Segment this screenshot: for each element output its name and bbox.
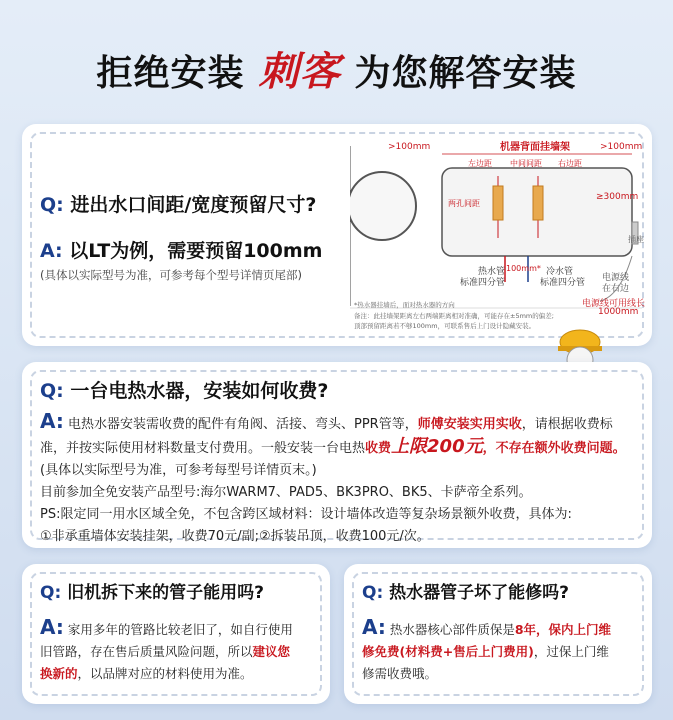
question-text: 热水器管子坏了能修吗? [389, 583, 570, 603]
diagram-side-clearance: ≥300mm [596, 192, 639, 202]
diagram-socket: 插座 [628, 235, 644, 244]
answer-text: 电热水器安装需收费的配件有角阀、活接、弯头、PPR管等， [68, 417, 418, 432]
diagram-left-margin: 左边距 [468, 159, 492, 168]
headline-highlight: 刺客 [258, 48, 341, 95]
answer-text: 热水器核心部件质保是 [389, 622, 515, 637]
diagram-power-line: 电源线 [602, 273, 630, 283]
answer-highlight: 收费 [365, 441, 392, 456]
diagram-footnote-1: *热水器挂墙后，面对热水器的方向 [354, 301, 455, 309]
answer-line-3: 修需收费哦。 [362, 666, 438, 681]
question-repair [362, 578, 569, 603]
diagram-power-length-value: 1000mm [598, 307, 639, 317]
answer-line-3: (具体以实际型号为准，可参考每型号详情页末。) [40, 463, 317, 478]
faq-card-dimensions [22, 124, 652, 346]
question-mark: Q: [40, 194, 64, 216]
question-mark: Q: [40, 583, 62, 603]
diagram-power-side: 在右边 [602, 284, 630, 294]
answer-mark: A: [362, 615, 386, 639]
diagram-left-gap: >100mm [388, 142, 431, 152]
installation-diagram [350, 136, 646, 336]
question-old-pipes [40, 578, 264, 603]
answer-line-2 [40, 641, 322, 663]
answer-mark: A: [40, 615, 64, 639]
answer-line-2 [40, 436, 646, 460]
answer-line-1 [40, 616, 322, 641]
answer-note: (具体以实际型号为准，可参考每个型号详情页尾部) [40, 268, 302, 282]
diagram-hot-pipe: 热水管 [478, 267, 506, 277]
answer-line-3 [40, 663, 322, 685]
answer-line-5: PS:限定同一用水区域全免，不包含跨区域材料：设计墙体改造等复杂场景额外收费，具体为: [40, 507, 572, 522]
diagram-hole-distance: 两孔间距 [448, 199, 480, 208]
answer-text: 以LT为例，需要预留100mm [69, 240, 323, 262]
diagram-bottom-distance: 100mm* [506, 264, 541, 273]
diagram-power-length: 电源线可用线长 [582, 299, 646, 309]
answer-text: 准，并按实际使用材料数量支付费用。一般安装一台电热 [40, 441, 366, 456]
answer-highlight: 8年，保内上门维 [514, 622, 612, 637]
question-text: 旧机拆下来的管子能用吗? [67, 583, 265, 603]
question-mark: Q: [40, 380, 64, 402]
answer-fees [40, 410, 646, 548]
question-dimensions [40, 190, 316, 217]
answer-highlight: 修免费(材料费+售后上门费用) [362, 644, 534, 659]
answer-line-1 [362, 616, 644, 641]
answer-line-4: 目前参加全免安装产品型号:海尔WARM7、PAD5、BK3PRO、BK5、卡萨帝全系列。 [40, 485, 532, 500]
answer-text: ，以品牌对应的材料使用为准。 [77, 666, 253, 681]
diagram-footnote-3: 顶部预留距离若不够100mm，可联系售后上门设计隐藏安装。 [354, 322, 536, 330]
answer-mark: A: [40, 409, 64, 433]
question-text: 一台电热水器，安装如何收费? [70, 380, 329, 402]
question-fees [40, 376, 328, 403]
answer-dimensions [40, 236, 322, 263]
diagram-footnote-2: 备注：此挂墙架距离左右两端距离相对准确，可能存在±5mm的偏差; [354, 312, 554, 320]
diagram-right-margin: 右边距 [558, 159, 582, 168]
diagram-hot-pipe-std: 标准四分管 [460, 278, 506, 288]
diagram-center-distance: 中间间距 [510, 159, 542, 168]
diagram-cold-pipe: 冷水管 [546, 267, 574, 277]
answer-text: ，过保上门维 [533, 644, 609, 659]
answer-mark: A: [40, 240, 63, 262]
faq-card-fees [22, 362, 652, 548]
answer-text: 家用多年的管路比较老旧了，如自行使用 [67, 622, 293, 637]
headline-part3: 为您解答安装 [354, 53, 577, 94]
answer-line-6: ①非承重墙体安装挂架，收费70元/副;②拆装吊顶，收费100元/次。 [40, 529, 430, 544]
page-headline [0, 40, 673, 97]
diagram-cold-pipe-std: 标准四分管 [540, 278, 586, 288]
answer-highlight: ，不存在额外收费问题。 [482, 441, 626, 456]
answer-repair [362, 616, 644, 685]
fee-cap-highlight: 上限200元 [391, 436, 483, 457]
answer-highlight: 换新的 [40, 666, 78, 681]
faq-card-old-pipes [22, 564, 330, 704]
answer-line-1 [40, 410, 646, 436]
faq-card-repair [344, 564, 652, 704]
question-mark: Q: [362, 583, 384, 603]
answer-text: 旧管路，存在售后质量风险问题，所以 [40, 644, 253, 659]
headline-part1: 拒绝安装 [96, 53, 245, 94]
answer-highlight: 建议您 [252, 644, 291, 659]
answer-text: ，请根据收费标 [521, 417, 613, 432]
answer-line-2 [362, 641, 644, 663]
question-text: 进出水口间距/宽度预留尺寸? [70, 194, 317, 216]
answer-highlight: 师傅安装实用实收 [417, 417, 522, 432]
diagram-hanger-title: 机器背面挂墙架 [500, 142, 570, 153]
diagram-right-gap: >100mm [600, 142, 643, 152]
answer-old-pipes [40, 616, 322, 685]
